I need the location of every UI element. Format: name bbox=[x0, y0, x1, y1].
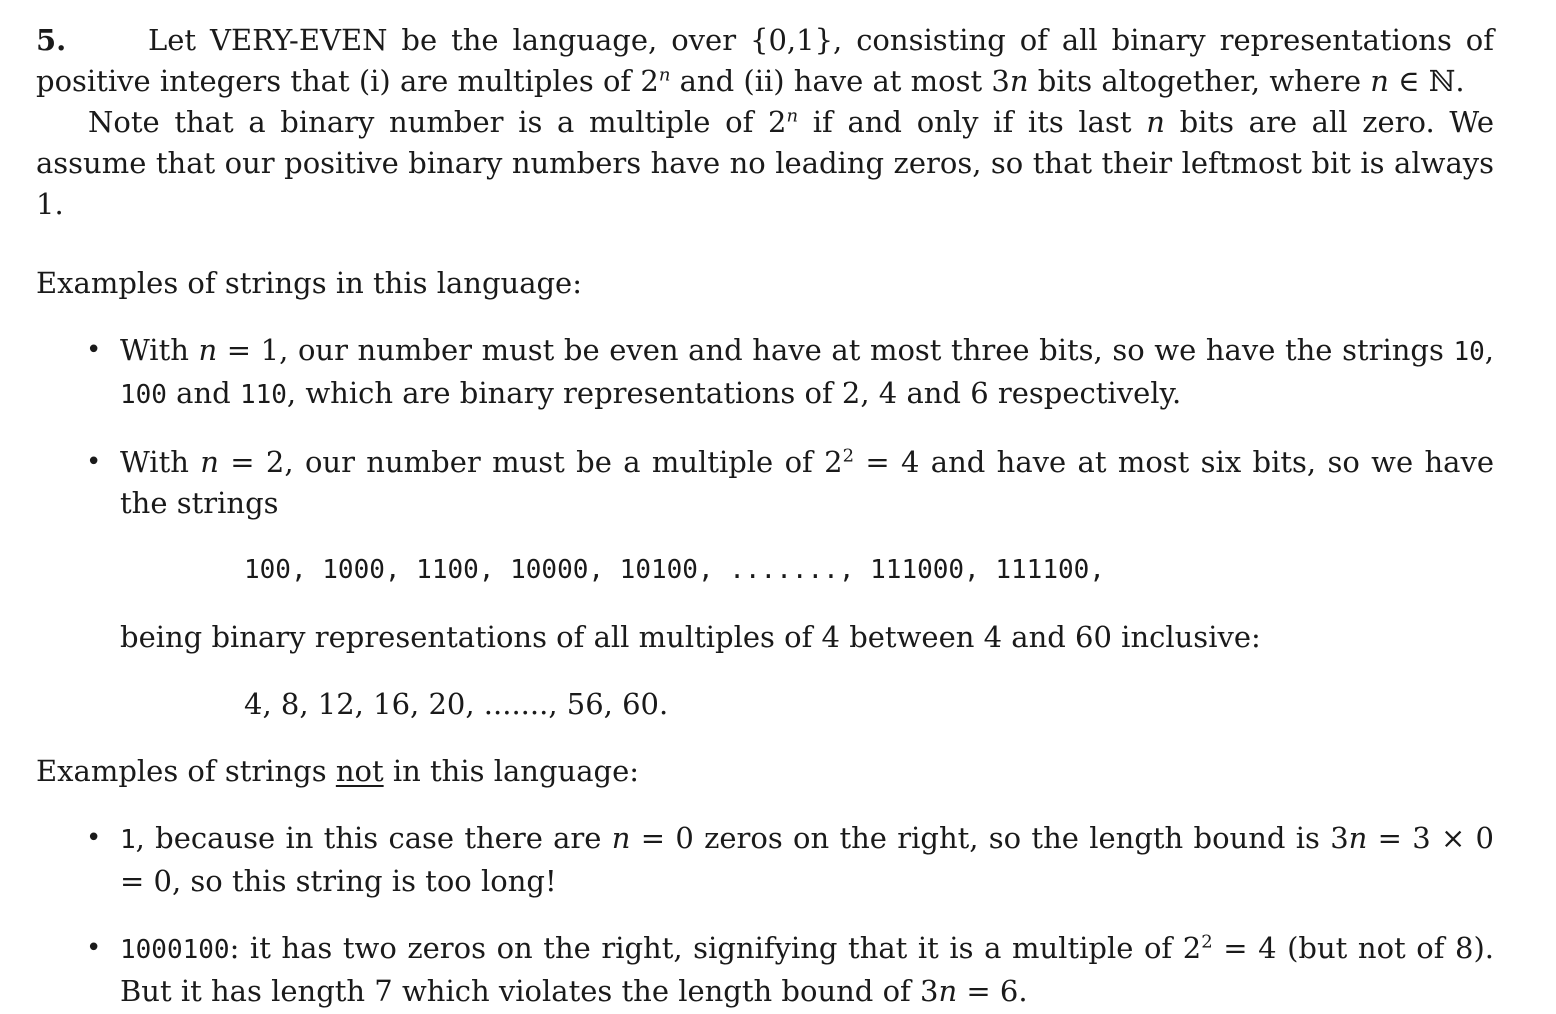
item-text: = 1, our number must be even and have at most three bits, so we have the strings bbox=[217, 333, 1454, 367]
problem-page bbox=[36, 20, 1494, 1012]
spacer bbox=[36, 524, 1494, 550]
intro-text-a: Let VERY-EVEN be the language, over {0,1}, consisting of all binary representations of positive integers that (i) are multiples of 2 bbox=[36, 23, 1494, 98]
intro-text-c: bits altogether, where bbox=[1028, 64, 1371, 98]
bullet-icon: • bbox=[86, 447, 102, 477]
examples-in-heading: Examples of strings in this language: bbox=[36, 266, 582, 300]
note-text-c: bits are all zero. We assume that our positive binary numbers have no leading zeros, so that their leftmost bit is always 1. bbox=[36, 105, 1494, 221]
item-text: = 4 and have at most six bits, so we have the strings bbox=[120, 445, 1494, 520]
list-item bbox=[36, 928, 1494, 1012]
problem-intro-paragraph bbox=[36, 20, 1494, 102]
intro-text-d: ∈ ℕ. bbox=[1388, 64, 1465, 98]
spacer bbox=[36, 591, 1494, 617]
item-text: and bbox=[166, 376, 240, 410]
item-text: With bbox=[120, 445, 201, 479]
item-var-n: n bbox=[200, 445, 219, 479]
heading-text: in this language: bbox=[383, 754, 640, 788]
item-exponent: 2 bbox=[1201, 931, 1213, 953]
bullet-icon: • bbox=[86, 335, 102, 365]
heading-underlined-text: not bbox=[335, 754, 384, 788]
item-var-n: n bbox=[198, 333, 218, 367]
list-item bbox=[36, 442, 1494, 524]
list-item bbox=[36, 818, 1494, 902]
item-text: : it has two zeros on the right, signifying that it is a multiple of 2 bbox=[229, 931, 1202, 965]
item-text: = 2, our number must be a multiple of 2 bbox=[218, 445, 843, 479]
spacer bbox=[36, 304, 1494, 330]
intro-text-b: and (ii) have at most 3 bbox=[670, 64, 1010, 98]
item-var-n: n bbox=[938, 974, 958, 1008]
note-text-a: Note that a binary number is a multiple of 2 bbox=[88, 105, 787, 139]
item-text: , which are binary representations of 2, 4 and 6 respectively. bbox=[286, 376, 1182, 410]
intro-var-n: n bbox=[1009, 64, 1029, 98]
item-var-n: n bbox=[1348, 821, 1368, 855]
note-text-b: if and only if its last bbox=[798, 105, 1147, 139]
item-exponent: 2 bbox=[842, 445, 855, 467]
binary-string: 10 bbox=[1453, 337, 1485, 367]
spacer bbox=[36, 225, 1494, 263]
note-var-n: n bbox=[1146, 105, 1165, 139]
spacer bbox=[36, 792, 1494, 818]
examples-not-list bbox=[36, 818, 1494, 1012]
binary-string: 1000100 bbox=[120, 935, 230, 965]
intro-var-n2: n bbox=[1370, 64, 1389, 98]
binary-string: 110 bbox=[239, 380, 287, 410]
spacer bbox=[36, 658, 1494, 684]
heading-text: Examples of strings bbox=[36, 754, 336, 788]
item-text: With bbox=[120, 333, 199, 367]
examples-in-list bbox=[36, 330, 1494, 524]
intro-exponent: n bbox=[658, 64, 671, 86]
item-text: , because in this case there are bbox=[135, 821, 612, 855]
list-item bbox=[36, 330, 1494, 416]
item-text: , bbox=[1484, 333, 1494, 367]
item-text: = 4 (but not of 8). But it has length 7 which violates the length bound of 3 bbox=[120, 931, 1495, 1008]
binary-string: 1 bbox=[120, 825, 136, 855]
spacer bbox=[36, 725, 1494, 751]
item-continuation: being binary representations of all multiples of 4 between 4 and 60 inclusive: bbox=[120, 620, 1261, 654]
binary-string: 100 bbox=[120, 380, 167, 410]
numbers-display: 4, 8, 12, 16, 20, ......., 56, 60. bbox=[244, 687, 669, 721]
item-var-n: n bbox=[611, 821, 631, 855]
strings-display: 100, 1000, 1100, 10000, 10100, ......., 111000, 111100, bbox=[244, 555, 1105, 585]
note-exponent: n bbox=[786, 105, 799, 127]
note-paragraph bbox=[36, 102, 1494, 225]
item-text: = 0 zeros on the right, so the length bound is 3 bbox=[630, 821, 1349, 855]
bullet-icon: • bbox=[86, 933, 102, 963]
examples-not-heading bbox=[36, 751, 1494, 792]
item-text: = 6. bbox=[957, 974, 1028, 1008]
problem-number: 5. bbox=[36, 23, 67, 57]
item-text: = 3 × 0 = 0, so this string is too long! bbox=[120, 821, 1494, 898]
bullet-icon: • bbox=[86, 823, 102, 853]
